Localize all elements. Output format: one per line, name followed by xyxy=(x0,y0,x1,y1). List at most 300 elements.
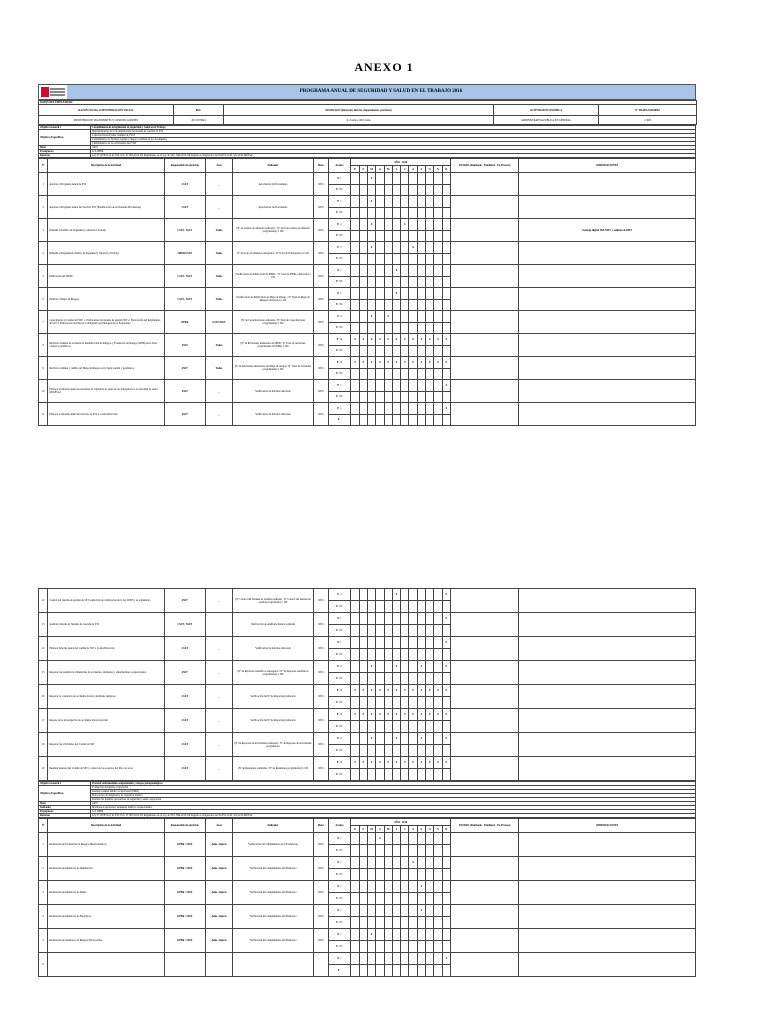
activity-row xyxy=(39,288,696,300)
month-cell xyxy=(376,697,384,709)
month-cell xyxy=(351,721,359,733)
employer-table xyxy=(38,100,697,125)
row-obs xyxy=(519,881,696,905)
month-cell xyxy=(417,380,425,392)
month-cell xyxy=(351,253,359,265)
avance-ejecutado: E 0% xyxy=(328,299,351,311)
month-cell xyxy=(392,230,400,242)
row-number: 4 xyxy=(39,905,48,929)
row-resp: CSST / SSST xyxy=(164,288,206,311)
row-ind: Verificación del cumplimiento del Monitoreo xyxy=(233,881,314,905)
month-cell xyxy=(401,322,409,334)
row-number: 2 xyxy=(39,857,48,881)
row-obs xyxy=(519,953,696,977)
month-cell xyxy=(401,953,409,965)
month-cell: X xyxy=(442,637,450,649)
month-cell xyxy=(434,403,442,415)
month-cell xyxy=(434,368,442,380)
month-cell xyxy=(417,845,425,857)
obj-especifico: Realizar las medidas preventivas en seguridad y salud ocupacional xyxy=(91,798,696,802)
row-number: 9 xyxy=(39,357,48,380)
month-cell xyxy=(351,184,359,196)
month-cell xyxy=(409,833,417,845)
meta-label: Meta xyxy=(39,802,91,806)
month-cell xyxy=(442,601,450,613)
row-resp: CSST / SSST xyxy=(164,613,206,637)
month-cell xyxy=(417,173,425,185)
row-resp: OPER / SSST xyxy=(164,905,206,929)
month-cell xyxy=(442,311,450,323)
month-cell xyxy=(351,637,359,649)
month-cell xyxy=(351,625,359,637)
month-cell xyxy=(392,196,400,208)
activity-row xyxy=(39,357,696,369)
activity-row xyxy=(39,881,696,893)
month-cell xyxy=(367,403,375,415)
activity-row xyxy=(39,905,696,917)
month-cell xyxy=(426,299,434,311)
month-cell xyxy=(359,953,367,965)
row-obs xyxy=(519,929,696,953)
month-cell xyxy=(434,345,442,357)
row-estado xyxy=(450,929,519,953)
month-cell xyxy=(384,391,392,403)
avance-programado: P 2 xyxy=(328,589,351,601)
th-n: Nº xyxy=(39,159,48,173)
avance-ejecutado: E xyxy=(328,414,351,426)
month-cell xyxy=(376,403,384,415)
month-cell xyxy=(409,414,417,426)
month-cell xyxy=(417,893,425,905)
row-ind: Nº Total de documentos entregados / Nº Total de Trabajadores) x 100 xyxy=(233,242,314,265)
th-month: E xyxy=(351,166,359,173)
row-number: 1 xyxy=(39,833,48,857)
avance-programado: P 12 xyxy=(328,685,351,697)
month-cell xyxy=(376,345,384,357)
row-ind: Verificación del Nº de Reporte(s) elaborado xyxy=(233,685,314,709)
month-cell xyxy=(351,368,359,380)
month-cell xyxy=(442,845,450,857)
avance-programado: P 12 xyxy=(328,357,351,369)
month-cell xyxy=(392,403,400,415)
month-cell xyxy=(442,219,450,231)
month-cell xyxy=(401,625,409,637)
month-cell xyxy=(434,857,442,869)
month-cell xyxy=(384,242,392,254)
row-estado xyxy=(450,685,519,709)
month-cell xyxy=(434,265,442,277)
month-cell xyxy=(367,893,375,905)
row-number: 14 xyxy=(39,637,48,661)
month-cell xyxy=(367,265,375,277)
month-cell: X xyxy=(384,334,392,346)
avance-ejecutado: E 0% xyxy=(328,941,351,953)
avance-ejecutado: E 0% xyxy=(328,649,351,661)
row-number: 6 xyxy=(39,953,48,977)
row-area: _ xyxy=(206,685,233,709)
month-cell xyxy=(417,207,425,219)
month-cell: X xyxy=(442,613,450,625)
row-area: Todas xyxy=(206,219,233,242)
col-trabajadores: Nº TRABAJADORES xyxy=(599,105,697,116)
avance-programado: P 1 xyxy=(328,403,351,415)
month-cell xyxy=(434,173,442,185)
month-cell xyxy=(359,311,367,323)
month-cell xyxy=(434,613,442,625)
row-ind: Verificación del cumplimiento del Monitoreo xyxy=(233,857,314,881)
employer-name: MINISTERIO DE TRANSPORTES Y COMUNICACIONES xyxy=(39,116,174,125)
row-meta: 100% xyxy=(314,757,329,781)
month-cell xyxy=(351,391,359,403)
avance-ejecutado: E 0% xyxy=(328,869,351,881)
month-cell xyxy=(442,941,450,953)
avance-ejecutado: E 0% xyxy=(328,673,351,685)
obj-especifico: Elaboración de diagnóstico de vigilancia médica xyxy=(91,794,696,798)
activity-row xyxy=(39,311,696,323)
month-cell xyxy=(401,242,409,254)
month-cell xyxy=(376,276,384,288)
month-cell: X xyxy=(426,357,434,369)
month-cell xyxy=(409,253,417,265)
month-cell xyxy=(409,230,417,242)
month-cell xyxy=(359,265,367,277)
month-cell xyxy=(367,845,375,857)
row-estado xyxy=(450,881,519,905)
avance-ejecutado: E 0% xyxy=(328,345,351,357)
month-cell: X xyxy=(376,357,384,369)
th-month: O xyxy=(426,826,434,833)
month-cell: X xyxy=(426,334,434,346)
month-cell xyxy=(401,345,409,357)
month-cell xyxy=(426,845,434,857)
month-cell xyxy=(359,733,367,745)
month-cell xyxy=(409,649,417,661)
month-cell xyxy=(434,697,442,709)
month-cell xyxy=(392,673,400,685)
avance-programado: P 1 xyxy=(328,833,351,845)
month-cell xyxy=(376,637,384,649)
th-month: M xyxy=(367,826,375,833)
month-cell xyxy=(401,881,409,893)
th-desc: Descripción de la Actividad xyxy=(48,159,164,173)
th-month: O xyxy=(426,166,434,173)
month-cell xyxy=(376,207,384,219)
month-cell xyxy=(351,833,359,845)
month-cell xyxy=(417,601,425,613)
month-cell: X xyxy=(376,833,384,845)
month-cell xyxy=(392,697,400,709)
month-cell xyxy=(409,613,417,625)
month-cell xyxy=(351,929,359,941)
month-cell xyxy=(426,965,434,977)
month-cell xyxy=(359,857,367,869)
month-cell xyxy=(409,601,417,613)
month-cell xyxy=(367,589,375,601)
month-cell xyxy=(384,881,392,893)
avance-programado: P 12 xyxy=(328,709,351,721)
month-cell xyxy=(434,733,442,745)
th-ind: Indicador xyxy=(233,159,314,173)
month-cell xyxy=(409,697,417,709)
row-meta: 100% xyxy=(314,242,329,265)
month-cell: X xyxy=(409,757,417,769)
avance-programado: P 1 xyxy=(328,881,351,893)
month-cell xyxy=(417,697,425,709)
row-meta: 100% xyxy=(314,589,329,613)
month-cell xyxy=(376,905,384,917)
month-cell xyxy=(351,380,359,392)
month-cell xyxy=(367,380,375,392)
month-cell: X xyxy=(359,334,367,346)
row-ind xyxy=(233,953,314,977)
month-cell xyxy=(376,917,384,929)
month-cell xyxy=(392,322,400,334)
month-cell xyxy=(434,196,442,208)
month-cell xyxy=(417,637,425,649)
row-estado xyxy=(450,311,519,334)
obj-especifico: Cumplimiento de Normas Legales y mejora continua de los documentos xyxy=(91,138,696,142)
month-cell xyxy=(384,697,392,709)
month-cell xyxy=(401,207,409,219)
month-cell xyxy=(442,905,450,917)
month-cell xyxy=(426,697,434,709)
activity-row xyxy=(39,589,696,601)
month-cell xyxy=(434,721,442,733)
month-cell: X xyxy=(409,242,417,254)
month-cell xyxy=(384,276,392,288)
row-desc: Reportar las actividades del Comité de SST xyxy=(48,733,164,757)
month-cell xyxy=(417,965,425,977)
month-cell xyxy=(376,196,384,208)
month-cell xyxy=(401,299,409,311)
month-cell xyxy=(392,253,400,265)
month-cell xyxy=(426,391,434,403)
month-cell xyxy=(442,649,450,661)
month-cell: X xyxy=(376,757,384,769)
month-cell xyxy=(417,613,425,625)
row-obs xyxy=(519,403,696,426)
month-cell: X xyxy=(426,709,434,721)
month-cell xyxy=(384,833,392,845)
month-cell: X xyxy=(426,685,434,697)
row-number: 10 xyxy=(39,380,48,403)
avance-programado: P 2 xyxy=(328,242,351,254)
month-cell xyxy=(417,673,425,685)
row-obs xyxy=(519,357,696,380)
month-cell xyxy=(359,661,367,673)
month-cell xyxy=(359,721,367,733)
row-area: _ xyxy=(206,380,233,403)
avance-ejecutado: E 0% xyxy=(328,230,351,242)
month-cell xyxy=(359,276,367,288)
month-cell xyxy=(367,941,375,953)
month-cell xyxy=(417,276,425,288)
month-cell xyxy=(401,917,409,929)
month-cell xyxy=(384,625,392,637)
month-cell xyxy=(401,833,409,845)
month-cell xyxy=(351,601,359,613)
month-cell: X xyxy=(417,334,425,346)
month-cell xyxy=(376,311,384,323)
month-cell xyxy=(392,276,400,288)
month-cell xyxy=(401,893,409,905)
month-cell xyxy=(401,745,409,757)
month-cell xyxy=(392,721,400,733)
month-cell xyxy=(417,219,425,231)
month-cell xyxy=(384,649,392,661)
month-cell xyxy=(392,173,400,185)
month-cell xyxy=(426,288,434,300)
employer-activity: ADMINISTRATIVA PUBLICA EN GENERAL xyxy=(494,116,599,125)
month-cell xyxy=(392,368,400,380)
month-cell xyxy=(392,242,400,254)
avance-programado: P 1 xyxy=(328,637,351,649)
month-cell xyxy=(392,953,400,965)
month-cell xyxy=(442,929,450,941)
row-ind: (Nº Control del Sistema de Gestión realizado / Nº Control del sistema de Gestión programado) x 100 xyxy=(233,589,314,613)
month-cell xyxy=(359,403,367,415)
page-2 xyxy=(38,588,696,977)
month-cell xyxy=(359,601,367,613)
month-cell: X xyxy=(367,196,375,208)
month-cell xyxy=(401,673,409,685)
month-cell: X xyxy=(351,357,359,369)
row-ind: (Nº de Capacitaciones realizadas / Nº Total de Capacitaciones programadas) x 100 xyxy=(233,311,314,334)
row-estado xyxy=(450,709,519,733)
month-cell xyxy=(367,322,375,334)
month-cell xyxy=(376,219,384,231)
month-cell: X xyxy=(392,661,400,673)
month-cell xyxy=(384,173,392,185)
month-cell xyxy=(401,965,409,977)
month-cell xyxy=(401,929,409,941)
row-ind: (Verificación de Publicación de Mapa de Riesgo / Nº Total de Mapa de Riesgos elaborado) x 100 xyxy=(233,288,314,311)
month-cell xyxy=(384,673,392,685)
th-month: M xyxy=(367,166,375,173)
th-month: A xyxy=(376,166,384,173)
employer-ruc: 20131379944 xyxy=(174,116,224,125)
month-cell xyxy=(417,403,425,415)
month-cell xyxy=(401,414,409,426)
activity-row xyxy=(39,661,696,673)
month-cell xyxy=(442,368,450,380)
th-month: A xyxy=(409,826,417,833)
row-desc: Capacitación al Comité del SST: 1. Elaboración del sistema de gestión SST 2. Elaboración del Reglamento de SST 3. Elaboración de Plan de Contingencia en Emergencias 4. Ergonomía xyxy=(48,311,164,334)
month-cell xyxy=(417,414,425,426)
month-cell xyxy=(376,721,384,733)
row-resp: CSST xyxy=(164,173,206,196)
month-cell: X xyxy=(384,709,392,721)
employer-address: Jr. Zorritos 1203, Lima xyxy=(224,116,494,125)
month-cell: X xyxy=(409,685,417,697)
th-month: S xyxy=(417,166,425,173)
month-cell xyxy=(359,299,367,311)
month-cell xyxy=(442,299,450,311)
row-resp: OPER/CSST xyxy=(164,242,206,265)
month-cell xyxy=(434,965,442,977)
month-cell xyxy=(376,589,384,601)
month-cell: X xyxy=(376,685,384,697)
th-resp: Responsable de ejecución xyxy=(164,819,206,833)
row-resp: CSST / SSST xyxy=(164,265,206,288)
avance-programado: P 1 xyxy=(328,265,351,277)
row-area: CSST/SSST xyxy=(206,311,233,334)
row-desc: Reportar la ocurrencia de accidente mortal e incidente peligroso xyxy=(48,685,164,709)
month-cell xyxy=(384,769,392,781)
month-cell xyxy=(409,196,417,208)
month-cell xyxy=(359,893,367,905)
month-cell xyxy=(392,857,400,869)
month-cell xyxy=(401,649,409,661)
avance-ejecutado: E 0% xyxy=(328,184,351,196)
month-cell xyxy=(367,345,375,357)
month-cell xyxy=(401,905,409,917)
month-cell xyxy=(367,905,375,917)
row-resp: CSST xyxy=(164,685,206,709)
month-cell xyxy=(376,881,384,893)
row-area xyxy=(206,953,233,977)
th-month: M xyxy=(384,826,392,833)
row-desc: Aprobar el Programa Anual del Servicio SST (Planificación de Actividades Preventivas) xyxy=(48,196,164,219)
month-cell xyxy=(376,265,384,277)
month-cell xyxy=(434,893,442,905)
month-cell xyxy=(351,905,359,917)
obj-especifico: Capacitación en Forma continua al CSST xyxy=(91,134,696,138)
activity-row xyxy=(39,953,696,965)
obj-especifico: Evaluación de higiene ocupacional xyxy=(91,786,696,790)
month-cell xyxy=(409,637,417,649)
avance-programado: P 1 xyxy=(328,380,351,392)
row-area: Adm.-Operat xyxy=(206,857,233,881)
row-meta: 100% xyxy=(314,334,329,357)
month-cell xyxy=(409,173,417,185)
month-cell xyxy=(392,184,400,196)
month-cell xyxy=(359,745,367,757)
month-cell: X xyxy=(442,757,450,769)
month-cell xyxy=(367,869,375,881)
month-cell xyxy=(359,881,367,893)
month-cell xyxy=(401,769,409,781)
month-cell xyxy=(426,613,434,625)
month-cell xyxy=(409,288,417,300)
month-cell xyxy=(359,845,367,857)
month-cell xyxy=(401,869,409,881)
row-meta: 100% xyxy=(314,288,329,311)
row-estado xyxy=(450,334,519,357)
month-cell xyxy=(392,207,400,219)
th-month: M xyxy=(384,166,392,173)
row-desc: Reunión mensual del Comité de SST y control de los acuerdos del libro de actas xyxy=(48,757,164,781)
month-cell xyxy=(426,368,434,380)
row-estado xyxy=(450,589,519,613)
recursos-value: Ley Nº 29783 Ley de SST, D.S. Nº 005-2012-TR Reglamento de la Ley de SST, NM-2013-TR Registros obligatorios del SGSST, R.M. 521-2013-MINSA xyxy=(91,814,696,818)
row-resp: CSST xyxy=(164,733,206,757)
month-cell xyxy=(351,230,359,242)
month-cell xyxy=(359,965,367,977)
month-cell: X xyxy=(417,685,425,697)
month-cell xyxy=(376,253,384,265)
obj-general-label: Objetivo General 2 xyxy=(39,782,91,786)
row-resp: CSST xyxy=(164,637,206,661)
month-cell xyxy=(409,589,417,601)
month-cell xyxy=(359,230,367,242)
row-desc: Elaborar el informe anual del Servicio de SST a la Alta Dirección xyxy=(48,403,164,426)
month-cell xyxy=(417,769,425,781)
month-cell: X xyxy=(367,311,375,323)
month-cell xyxy=(442,253,450,265)
month-cell xyxy=(367,601,375,613)
row-ind: (Nº de Reportes de Actividades realizados / Nº de Reportes de Actividades programados xyxy=(233,733,314,757)
